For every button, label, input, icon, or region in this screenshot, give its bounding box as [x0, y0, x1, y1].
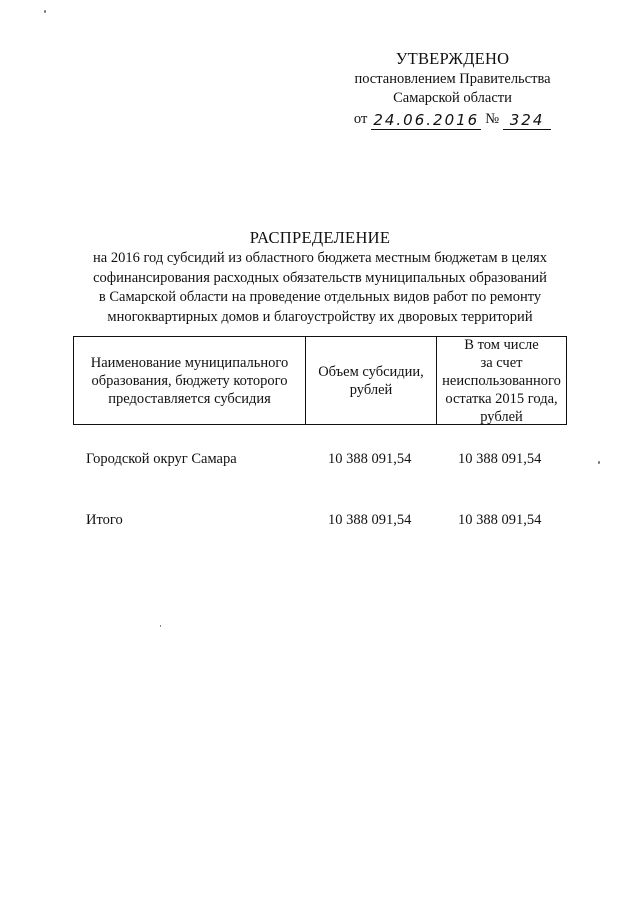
- row-subsidy-amount: 10 388 091,54: [328, 451, 412, 467]
- header-municipality-line-3: предоставляется субсидия: [108, 390, 271, 407]
- heading-subtitle-line-2: софинансирования расходных обязательств муниципальных образований: [93, 269, 547, 286]
- scan-speck: [44, 10, 46, 13]
- heading-subtitle-line-3: в Самарской области на проведение отдельных видов работ по ремонту: [98, 289, 542, 305]
- total-unused-balance: 10 388 091,54: [458, 512, 542, 528]
- table-header: [73, 336, 567, 425]
- approval-date-line: [340, 108, 565, 130]
- total-label: Итого: [86, 512, 123, 528]
- scan-speck: [160, 625, 161, 627]
- heading-title: РАСПРЕДЕЛЕНИЕ: [249, 228, 391, 247]
- row-unused-balance: 10 388 091,54: [458, 451, 542, 467]
- header-unused-line-1: В том числе: [464, 336, 539, 353]
- header-unused-balance: [437, 337, 566, 424]
- header-unused-line-2: за счет: [480, 354, 523, 371]
- header-municipality: [74, 337, 306, 424]
- document-heading: [60, 228, 580, 326]
- handwritten-number: 324: [503, 111, 551, 130]
- approval-line-2: Самарской области: [393, 90, 512, 106]
- header-subsidy-amount: [306, 337, 437, 424]
- scan-speck: [598, 461, 600, 464]
- header-unused-line-4: остатка 2015 года,: [445, 390, 558, 407]
- heading-subtitle-line-1: на 2016 год субсидий из областного бюджета местным бюджетам в целях: [93, 250, 547, 266]
- header-unused-line-5: рублей: [480, 408, 523, 425]
- header-unused-line-3: неиспользованного: [442, 372, 561, 389]
- header-subsidy-line-2: рублей: [349, 381, 393, 398]
- heading-subtitle-line-4: многоквартирных домов и благоустройству их дворовых территорий: [107, 308, 533, 325]
- handwritten-date: 24.06.2016: [373, 111, 480, 129]
- header-subsidy-line-1: Объем субсидии,: [318, 363, 424, 380]
- row-municipality: Городской округ Самара: [86, 451, 237, 467]
- header-municipality-line-1: Наименование муниципального: [90, 354, 289, 371]
- date-prefix: от: [353, 111, 368, 127]
- approval-title: УТВЕРЖДЕНО: [395, 49, 510, 68]
- header-municipality-line-2: образования, бюджету которого: [91, 372, 288, 389]
- approval-line-1: постановлением Правительства: [354, 71, 551, 87]
- total-subsidy-amount: 10 388 091,54: [328, 512, 412, 528]
- number-prefix: №: [485, 111, 500, 127]
- approval-stamp: [340, 48, 565, 130]
